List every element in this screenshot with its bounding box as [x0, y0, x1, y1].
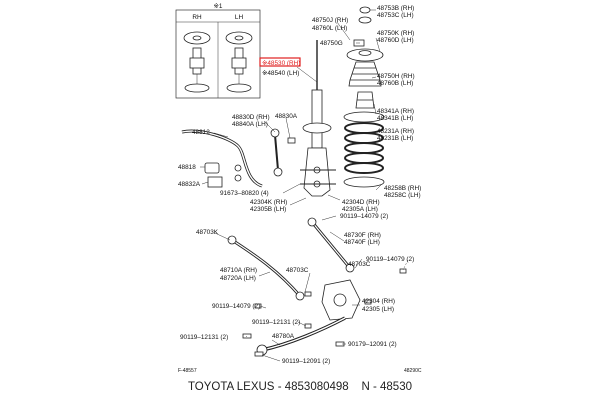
caption-separator: - — [277, 381, 282, 393]
label-48703K: 48703K — [196, 229, 219, 236]
mount-washer-icon — [359, 17, 371, 23]
mount-cap-icon — [360, 7, 370, 13]
label-42305B: 42305B (LH) — [250, 206, 287, 213]
label-48258B: 48258B (RH) — [384, 185, 422, 192]
label-48760B: 48760B (LH) — [377, 80, 414, 87]
label-48753B: 48753B (RH) — [377, 5, 415, 12]
stabilizer-bracket-icon — [208, 177, 222, 187]
label-48812: 48812 — [192, 129, 210, 136]
spring-lower-insulator-icon — [344, 177, 384, 187]
label-90119-f: 90119–12091 (2) — [282, 358, 331, 365]
label-42305: 42305 (LH) — [362, 306, 394, 313]
label-48753C: 48753C (LH) — [377, 12, 414, 19]
inset-col-rh: RH — [192, 14, 202, 21]
inset-col-lh: LH — [234, 14, 244, 21]
label-48750G: 48750G — [320, 40, 343, 47]
label-48730F: 48730F (RH) — [344, 232, 381, 239]
inset-box — [176, 3, 260, 98]
label-48703C-left: 48703C — [286, 267, 309, 274]
stabilizer-bar — [182, 131, 262, 187]
label-90119-c: 90119–14079 (2) — [212, 303, 261, 310]
link-nut-icon — [288, 138, 295, 143]
label-48540: ※48540 (LH) — [262, 70, 300, 77]
label-42304D: 42304D (RH) — [342, 199, 380, 206]
label-48720A: 48720A (LH) — [220, 275, 256, 282]
label-42305A: 42305A (LH) — [342, 206, 378, 213]
bump-stopper-icon — [356, 92, 374, 108]
lower-spring-seat-icon — [303, 123, 331, 133]
label-48750H: 48750H (RH) — [377, 73, 415, 80]
caption-part-number: 4853080498 — [284, 381, 349, 393]
label-48750K: 48750K (RH) — [377, 30, 415, 37]
label-48830A: 48830A — [275, 113, 298, 120]
label-48740F: 48740F (LH) — [344, 239, 380, 246]
label-48840A: 48840A (LH) — [232, 121, 268, 128]
figure-code-left: F-48557 — [178, 368, 197, 374]
label-90119-e: 90119–12131 (2) — [180, 334, 229, 341]
label-90119-d: 90119–12131 (2) — [252, 319, 301, 326]
label-48818: 48818 — [178, 164, 196, 171]
label-91673: 91673–80820 (4) — [220, 190, 269, 197]
label-48760D: 48760D (LH) — [377, 37, 414, 44]
label-48830D: 48830D (RH) — [232, 114, 270, 121]
part-caption — [0, 376, 600, 398]
label-48530-highlighted: ※48530 (RH) — [262, 60, 301, 67]
label-42304: 42304 (RH) — [362, 298, 396, 305]
label-48341A: 48341A (RH) — [377, 108, 414, 115]
caption-brand: TOYOTA LEXUS — [187, 381, 275, 393]
stabilizer-bushing-icon — [205, 163, 219, 173]
caption-ref-code: N - 48530 — [361, 381, 412, 393]
label-48231A: 48231A (RH) — [377, 128, 414, 135]
label-48832A: 48832A — [178, 181, 201, 188]
inset-index-label: ※1 — [213, 3, 223, 10]
label-48760L: 48760L (LH) — [312, 25, 348, 32]
label-90119-b: 90119–14079 (2) — [366, 256, 415, 263]
label-48341B: 48341B (LH) — [377, 115, 414, 122]
shock-absorber — [300, 40, 336, 196]
label-42304K: 42304K (RH) — [250, 199, 288, 206]
label-90119-a: 90119–14079 (2) — [340, 213, 389, 220]
label-48258C: 48258C (LH) — [384, 192, 421, 199]
label-90179: 90179–12091 (2) — [348, 341, 397, 348]
label-48750J: 48750J (RH) — [312, 17, 349, 24]
stabilizer-link — [271, 129, 295, 176]
label-48780A: 48780A — [272, 333, 295, 340]
label-48231B: 48231B (LH) — [377, 135, 414, 142]
figure-code-right: 48290C — [404, 368, 422, 374]
label-48710A: 48710A (RH) — [220, 267, 257, 274]
label-48703C-right: 48703C — [348, 261, 371, 268]
